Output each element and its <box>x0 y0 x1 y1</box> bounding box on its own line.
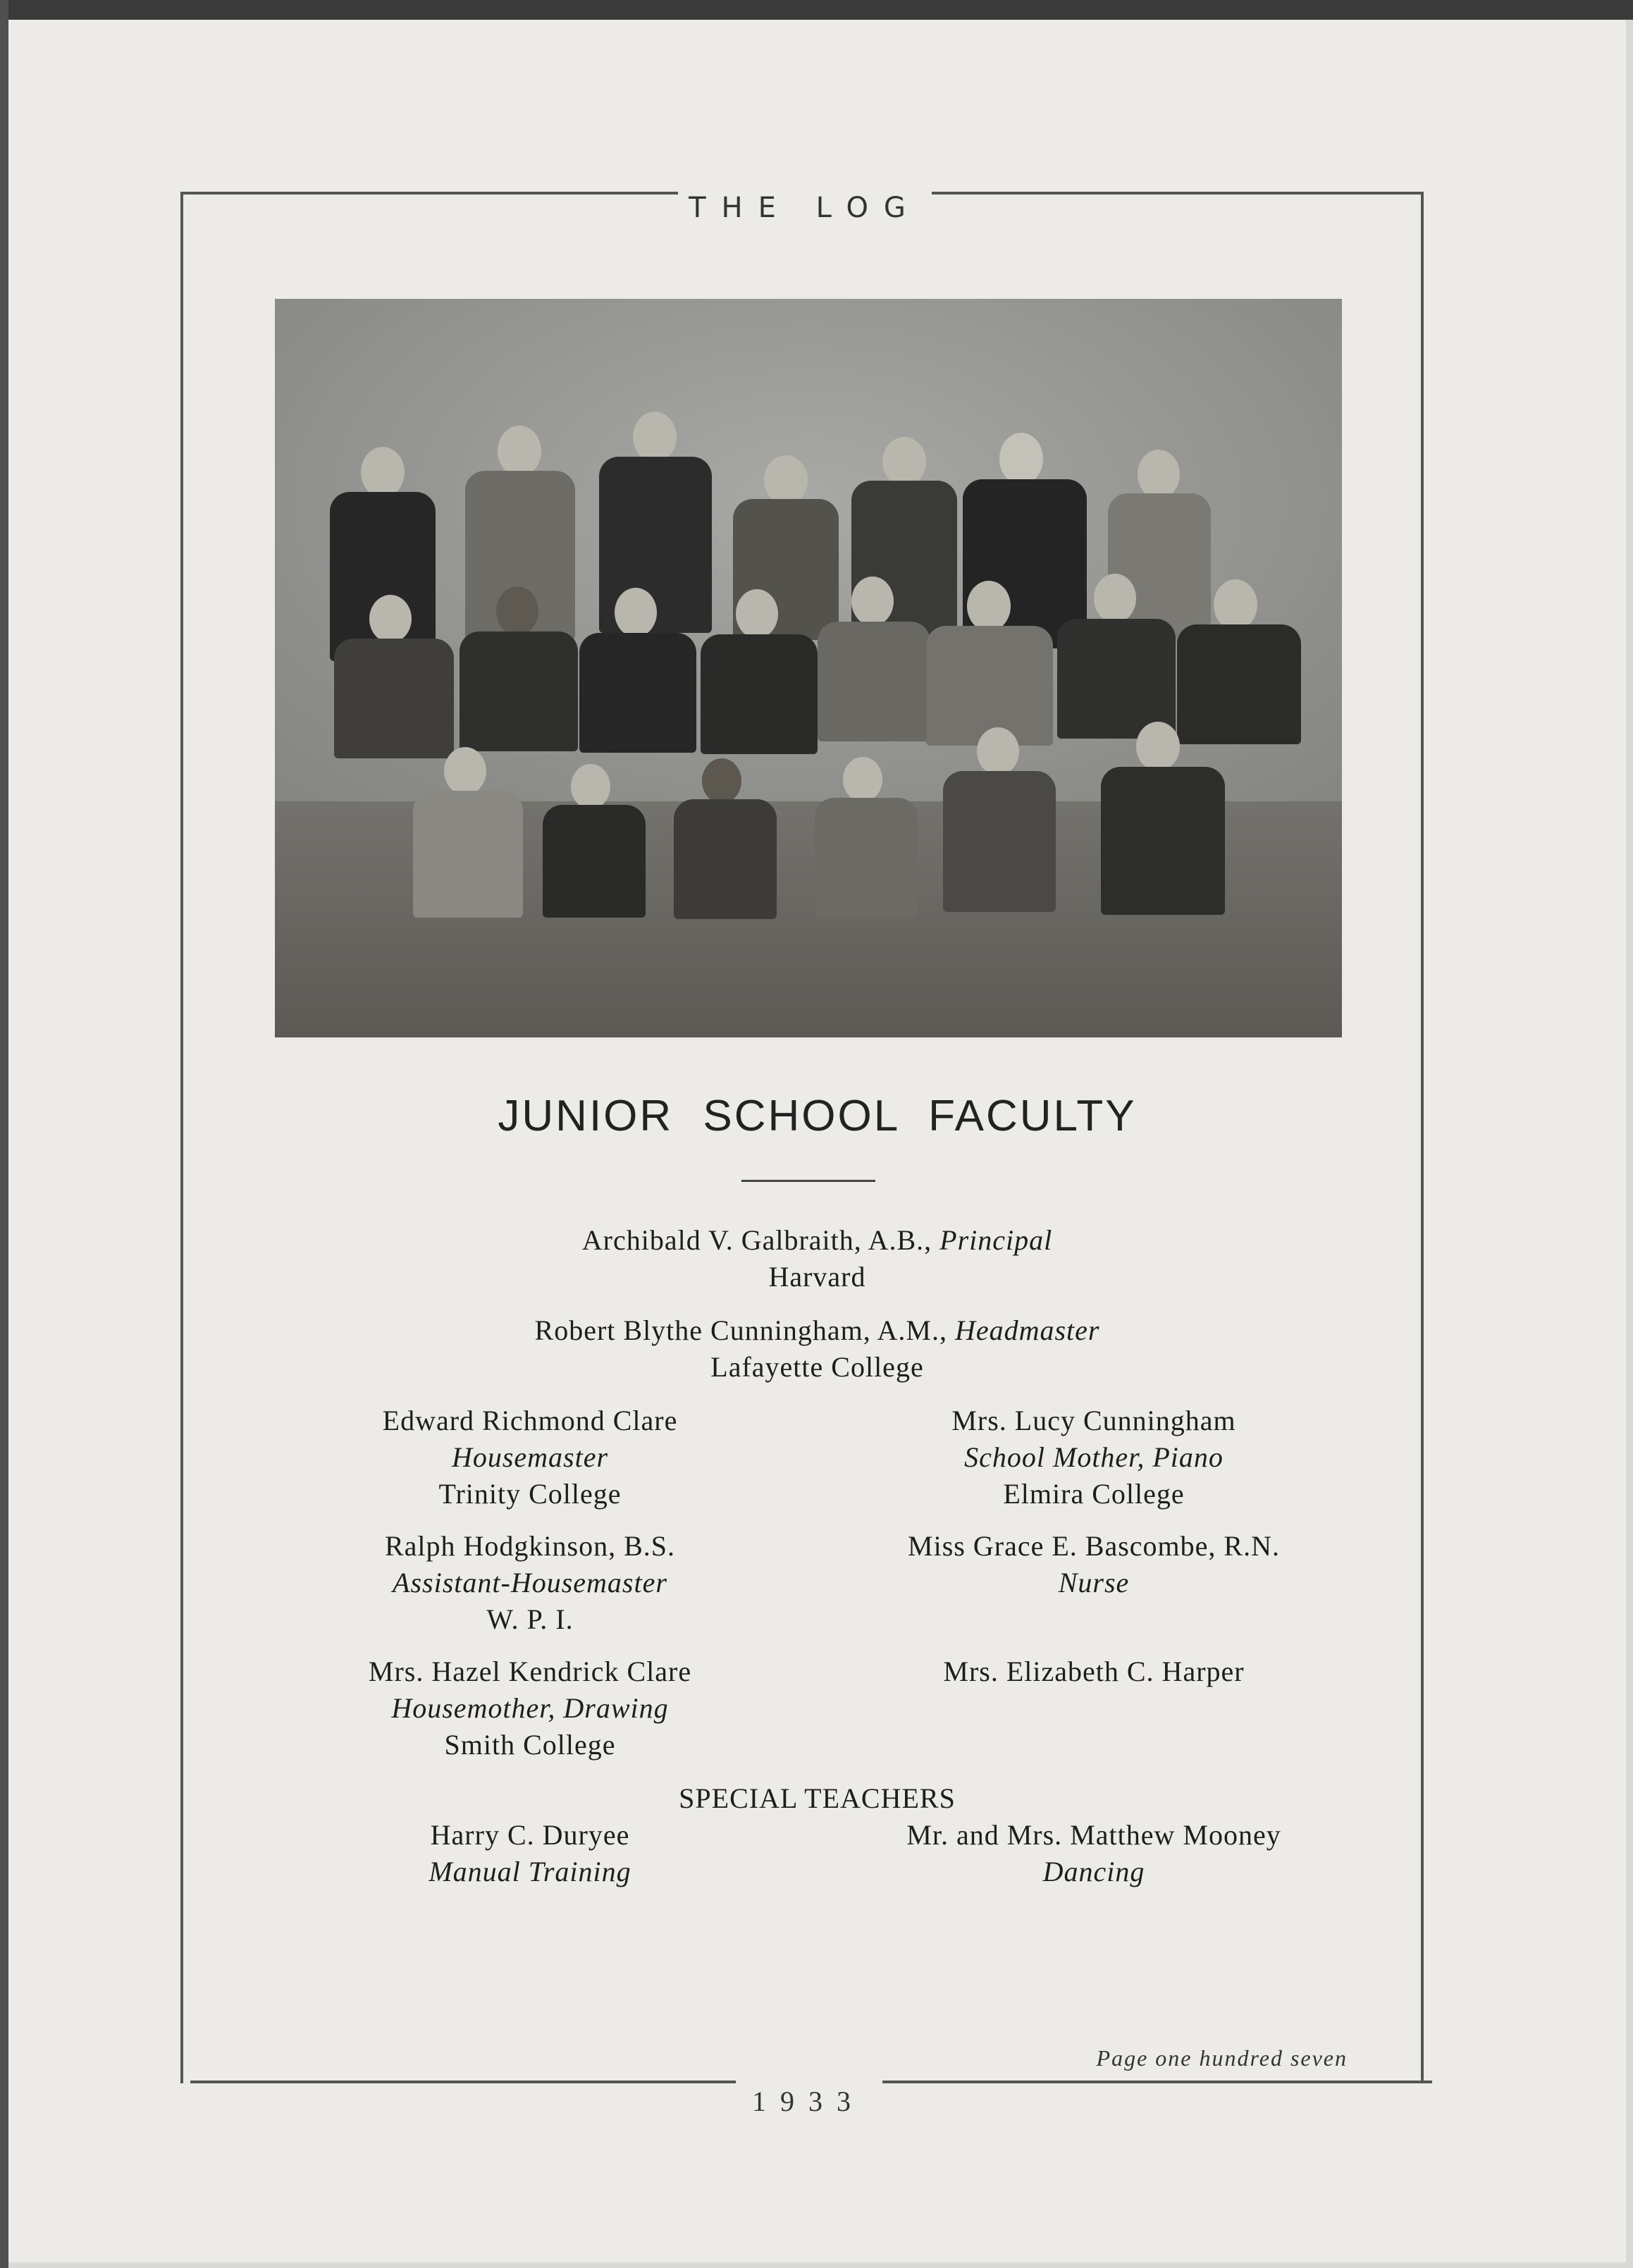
faculty-role: Housemother, Drawing <box>391 1692 669 1724</box>
faculty-name: Mrs. Lucy Cunningham <box>951 1405 1236 1436</box>
faculty-entry-headmaster <box>8 1312 1626 1386</box>
faculty-school: Trinity College <box>438 1478 622 1510</box>
faculty-entry-principal <box>8 1222 1626 1295</box>
faculty-name: Mrs. Elizabeth C. Harper <box>943 1656 1245 1687</box>
group-photo <box>275 299 1342 1037</box>
faculty-school: Smith College <box>444 1729 616 1761</box>
book-binding-left <box>0 0 8 2268</box>
faculty-role: Nurse <box>1058 1567 1130 1598</box>
frame-bottom-right <box>882 2081 1432 2083</box>
yearbook-page <box>8 20 1626 2262</box>
faculty-entry <box>220 1653 840 1763</box>
faculty-role: Headmaster <box>954 1314 1100 1346</box>
faculty-school: Lafayette College <box>710 1351 924 1383</box>
faculty-entry <box>220 1528 840 1638</box>
frame-bottom-left <box>190 2081 736 2083</box>
faculty-role: Dancing <box>1042 1856 1145 1887</box>
faculty-entry <box>220 1403 840 1512</box>
faculty-role: Housemaster <box>451 1441 609 1473</box>
book-binding-top <box>0 0 1633 20</box>
faculty-title: JUNIOR SCHOOL FACULTY <box>498 1092 1137 1140</box>
faculty-role: Assistant-Housemaster <box>393 1567 667 1598</box>
faculty-entry <box>220 1817 840 1890</box>
faculty-entry <box>784 1653 1404 1690</box>
running-header: THE LOG <box>678 192 932 224</box>
faculty-school: W. P. I. <box>486 1603 574 1635</box>
page-number: Page one hundred seven <box>1096 2045 1348 2071</box>
faculty-name: Archibald V. Galbraith, A.B., <box>581 1224 932 1256</box>
faculty-name: Ralph Hodgkinson, B.S. <box>384 1530 676 1562</box>
faculty-name: Mrs. Hazel Kendrick Clare <box>368 1656 692 1687</box>
frame-top-left <box>180 192 681 195</box>
faculty-role: Manual Training <box>429 1856 631 1887</box>
faculty-name: Edward Richmond Clare <box>382 1405 678 1436</box>
title-divider <box>741 1180 875 1182</box>
faculty-name: Mr. and Mrs. Matthew Mooney <box>906 1819 1281 1851</box>
special-teachers-heading: SPECIAL TEACHERS <box>679 1782 956 1814</box>
frame-top-right <box>929 192 1422 195</box>
faculty-name: Miss Grace E. Bascombe, R.N. <box>908 1530 1280 1562</box>
faculty-name: Harry C. Duryee <box>430 1819 630 1851</box>
faculty-entry <box>784 1528 1404 1601</box>
faculty-school: Harvard <box>768 1261 866 1293</box>
faculty-role: School Mother, Piano <box>964 1441 1224 1473</box>
faculty-entry <box>784 1403 1404 1512</box>
faculty-name: Robert Blythe Cunningham, A.M., <box>534 1314 947 1346</box>
faculty-school: Elmira College <box>1003 1478 1185 1510</box>
faculty-role: Principal <box>939 1224 1053 1256</box>
faculty-entry <box>784 1817 1404 1890</box>
running-footer-year: 1933 <box>734 2085 882 2118</box>
